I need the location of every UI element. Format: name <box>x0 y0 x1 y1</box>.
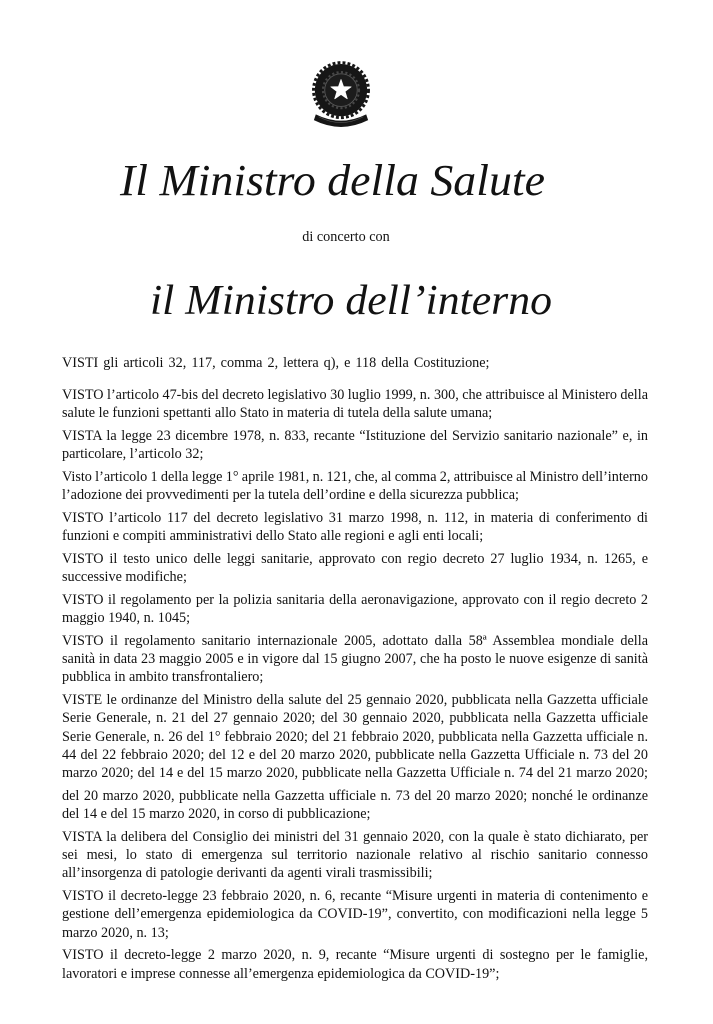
clause-line: maggio 1940, n. 1045; <box>62 610 191 627</box>
clause-line: all’insorgenza di patologie derivanti da agenti virali trasmissibili; <box>62 865 433 882</box>
clause-line: funzioni e compiti amministrativi dello Stato alle regioni e agli enti locali; <box>62 528 484 545</box>
italian-republic-emblem-icon <box>310 60 372 128</box>
clause-line: VISTO il regolamento per la polizia sanitaria della aeronavigazione, approvato con il regio decreto 2 <box>62 591 648 608</box>
clause-line: VISTI gli articoli 32, 117, comma 2, lettera q), e 118 della Costituzione; <box>62 355 490 371</box>
clause-line: lavoratori e imprese connesse all’emergenza epidemiologica da COVID-19”; <box>62 965 500 982</box>
clause-line: Visto l’articolo 1 della legge 1° aprile 1981, n. 121, che, al comma 2, attribuisce al Ministro dell’interno <box>62 468 648 485</box>
clause-line: VISTA la legge 23 dicembre 1978, n. 833, recante “Istituzione del Servizio sanitario nazionale” e, in <box>62 427 648 444</box>
clause-line: particolare, l’articolo 32; <box>62 446 204 463</box>
clause-line: VISTO il testo unico delle leggi sanitarie, approvato con regio decreto 27 luglio 1934, n. 1265, e <box>62 550 648 567</box>
minister-interior-title-text: il Ministro dell’interno <box>150 278 552 324</box>
preamble-clause <box>62 691 648 782</box>
clause-line: pubblica in ambito transfrontaliero; <box>62 669 264 686</box>
clause-line: VISTE le ordinanze del Ministro della salute del 25 gennaio 2020, pubblicata nella Gazzetta ufficiale <box>62 691 648 708</box>
clause-line: gestione dell’emergenza epidemiologica da COVID-19”, convertito, con modificazioni nella legge 5 <box>62 906 648 923</box>
preamble-clause <box>62 509 648 546</box>
preamble-clause <box>62 354 648 372</box>
minister-health-title-text: Il Ministro della Salute <box>118 156 546 205</box>
minister-interior-title <box>142 256 562 334</box>
preamble-clause <box>62 887 648 942</box>
clause-line: VISTO l’articolo 47-bis del decreto legislativo 30 luglio 1999, n. 300, che attribuisce al Ministero della <box>62 386 648 403</box>
clause-line: sei mesi, lo stato di emergenza sul territorio nazionale relativo al rischio sanitario connesso <box>62 847 648 864</box>
preamble-clause <box>62 386 648 423</box>
clause-line: VISTA la delibera del Consiglio dei ministri del 31 gennaio 2020, con la quale è stato dichiarato, per <box>62 828 648 845</box>
clause-line: marzo 2020; del 14 e del 15 marzo 2020, pubblicate nella Gazzetta Ufficiale n. 74 del 21 marzo 2020; <box>62 765 648 782</box>
preamble-clause <box>62 468 648 505</box>
clause-line: 44 del 22 febbraio 2020; del 12 e del 20 marzo 2020, pubblicate nella Gazzetta Ufficiale n. 73 del 20 <box>62 746 648 763</box>
clause-line: del 20 marzo 2020, pubblicate nella Gazzetta ufficiale n. 73 del 20 marzo 2020; nonché le ordinanze <box>62 787 648 804</box>
preamble-clause <box>62 787 648 824</box>
minister-health-title <box>112 138 562 212</box>
preamble <box>62 354 648 987</box>
preamble-clause <box>62 828 648 883</box>
clause-line: Serie Generale, n. 26 del 1° febbraio 2020; del 21 febbraio 2020, pubblicata nella Gazzetta ufficiale n. <box>62 728 648 745</box>
concert-label: di concerto con <box>302 229 390 245</box>
preamble-clause <box>62 632 648 687</box>
clause-line: successive modifiche; <box>62 569 187 586</box>
clause-line: marzo 2020, n. 13; <box>62 924 169 941</box>
clause-line: salute le funzioni spettanti allo Stato in materia di tutela della salute umana; <box>62 405 493 422</box>
clause-line: VISTO il decreto-legge 2 marzo 2020, n. 9, recante “Misure urgenti di sostegno per le famiglie, <box>62 947 648 964</box>
clause-line: VISTO il decreto-legge 23 febbraio 2020, n. 6, recante “Misure urgenti in materia di contenimento e <box>62 888 648 905</box>
preamble-clause <box>62 427 648 464</box>
clause-line: del 14 e del 15 marzo 2020, in corso di pubblicazione; <box>62 806 371 823</box>
clause-line: VISTO il regolamento sanitario internazionale 2005, adottato dalla 58ª Assemblea mondiale della <box>62 632 648 649</box>
clause-line: Serie Generale, n. 21 del 27 gennaio 2020; del 30 gennaio 2020, pubblicata nella Gazzetta ufficiale <box>62 710 648 727</box>
preamble-clause <box>62 591 648 628</box>
clause-line: l’adozione dei provvedimenti per la tutela dell’ordine e della sicurezza pubblica; <box>62 487 519 504</box>
clause-line: sanità in data 23 maggio 2005 e in vigore dal 15 giugno 2007, che ha posto le nuove esigenze di sanità <box>62 651 648 667</box>
preamble-clause <box>62 550 648 587</box>
clause-line: VISTO l’articolo 117 del decreto legislativo 31 marzo 1998, n. 112, in materia di conferimento di <box>62 509 648 526</box>
preamble-clause <box>62 946 648 983</box>
